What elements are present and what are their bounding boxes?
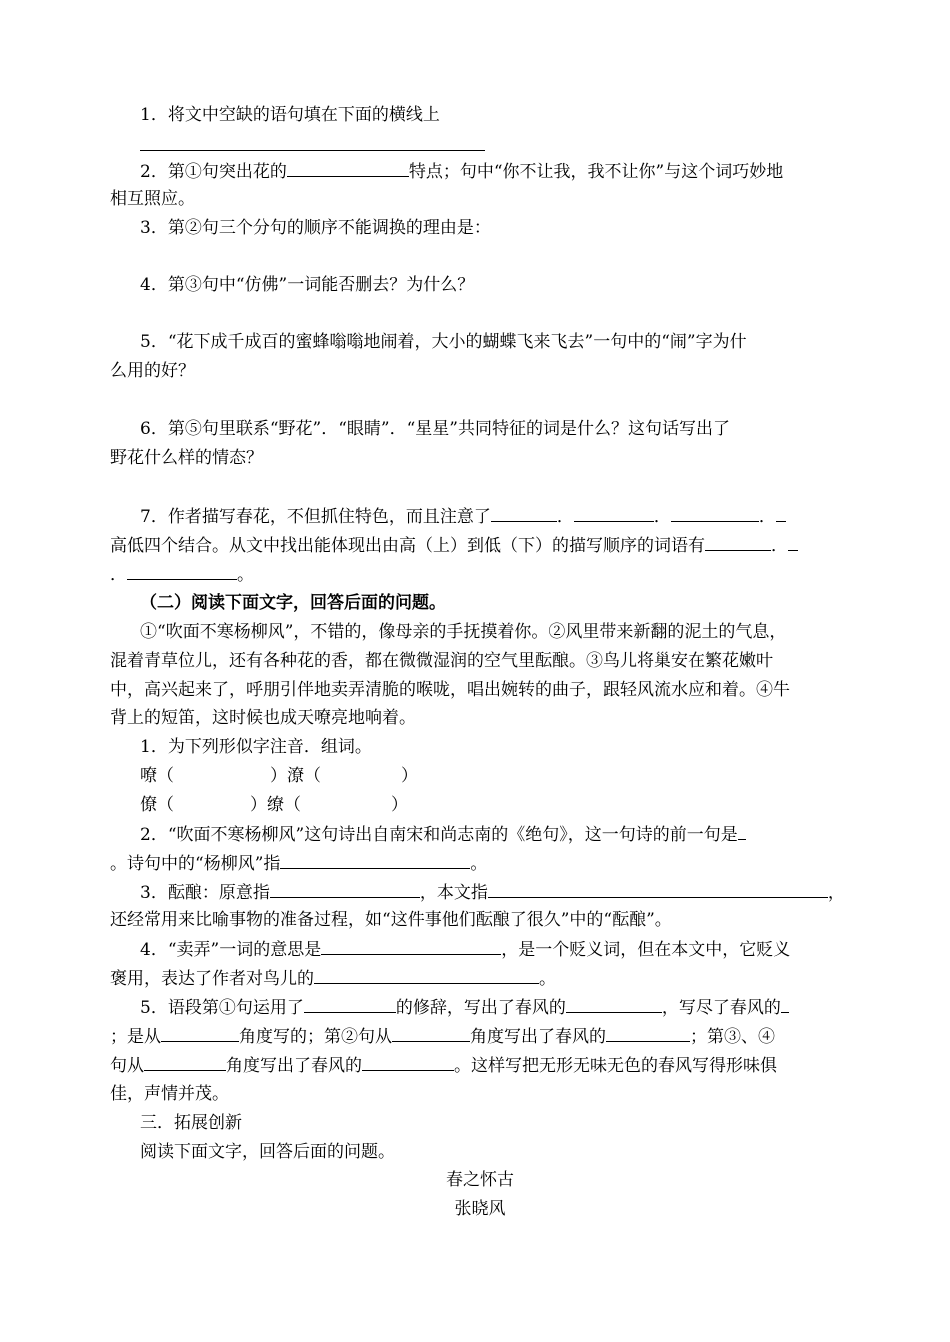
answer-blank[interactable] — [671, 505, 759, 522]
q1-answer-line — [140, 150, 485, 151]
section-3-instruction: 阅读下面文字，回答后面的问题。 — [140, 1142, 395, 1162]
p2-q4-line-2: 褒用，表达了作者对鸟儿的 。 — [110, 969, 556, 989]
section-3-heading: 三．拓展创新 — [140, 1113, 242, 1133]
answer-blank[interactable] — [161, 1025, 239, 1042]
answer-blank[interactable] — [491, 505, 557, 522]
answer-blank[interactable] — [705, 534, 771, 551]
answer-blank[interactable] — [270, 881, 420, 898]
answer-blank[interactable] — [392, 1025, 470, 1042]
q2-line-1: 2．第①句突出花的 特点；句中“你不让我，我不让你”与这个词巧妙地 — [140, 162, 784, 182]
answer-blank[interactable] — [781, 996, 789, 1013]
passage-line-3: 中，高兴起来了，呼朋引伴地卖弄清脆的喉咙，唱出婉转的曲子，跟轻风流水应和着。④牛 — [110, 680, 790, 700]
p2-q5-line-4: 佳，声情并茂。 — [110, 1084, 229, 1104]
passage-line-2: 混着青草位儿，还有各种花的香，都在微微湿润的空气里酝酿。③鸟儿将巢安在繁花嫩叶 — [110, 651, 773, 671]
section-2-heading: （二）阅读下面文字，回答后面的问题。 — [140, 593, 446, 613]
article-author: 张晓风 — [454, 1199, 506, 1219]
answer-blank[interactable] — [566, 996, 662, 1013]
answer-blank[interactable] — [321, 938, 501, 955]
answer-blank[interactable] — [574, 505, 654, 522]
answer-blank[interactable] — [738, 823, 746, 840]
q6-line-1: 6．第⑤句里联系“野花”．“眼睛”．“星星”共同特征的词是什么？这句话写出了 — [140, 419, 730, 439]
answer-blank[interactable] — [144, 1054, 226, 1071]
answer-blank[interactable] — [776, 505, 786, 522]
q7-line-1: 7．作者描写春花，不但抓住特色，而且注意了 ． ． ． — [110, 505, 850, 528]
answer-blank[interactable] — [606, 1025, 690, 1042]
passage-line-4: 背上的短笛，这时候也成天嘹亮地响着。 — [110, 708, 416, 728]
p2-q5-line-3: 句从 角度写出了春风的 。这样写把无形无味无色的春风写得形味俱 — [110, 1056, 777, 1076]
answer-blank[interactable] — [488, 881, 828, 898]
passage-line-1: ①“吹面不寒杨柳风”，不错的，像母亲的手抚摸着你。②风里带来新翻的泥土的气息， — [140, 622, 787, 642]
answer-blank[interactable] — [127, 563, 237, 580]
q5-line-1: 5．“花下成千成百的蜜蜂嗡嗡地闹着，大小的蝴蝶飞来飞去”一句中的“闹”字为什 — [140, 332, 747, 352]
p2-q5-line-1: 5．语段第①句运用了 的修辞，写出了春风的 ，写尽了春风的 — [110, 996, 850, 1019]
answer-blank[interactable] — [280, 852, 470, 869]
article-title: 春之怀古 — [446, 1170, 514, 1190]
q5-line-2: 么用的好？ — [110, 361, 195, 381]
p2-q1-text: 1．为下列形似字注音．组词。 — [140, 737, 372, 757]
q7-line-3: ． 。 — [110, 565, 254, 585]
p2-q5-line-2: ；是从 角度写的；第②句从 角度写出了春风的 ；第③、④ — [110, 1027, 775, 1047]
char-row-1: 嘹（ ）潦（ ） — [140, 766, 418, 786]
q7-line-2: 高低四个结合。从文中找出能体现出由高（上）到低（下）的描写顺序的词语有 ． — [110, 534, 850, 557]
q3-text: 3．第②句三个分句的顺序不能调换的理由是： — [140, 218, 491, 238]
q1-text: 1．将文中空缺的语句填在下面的横线上 — [140, 105, 440, 125]
p2-q4-line-1: 4．“卖弄”一词的意思是 ，是一个贬义词，但在本文中，它贬义 — [140, 940, 791, 960]
answer-blank[interactable] — [788, 534, 798, 551]
q4-text: 4．第③句中“仿佛”一词能否删去？为什么？ — [140, 275, 475, 295]
q2-line-2: 相互照应。 — [110, 189, 195, 209]
p2-q3-line-2: 还经常用来比喻事物的准备过程，如“这件事他们酝酿了很久”中的“酝酿”。 — [110, 910, 672, 930]
p2-q2-line-2: 。诗句中的“杨柳风”指 。 — [110, 854, 488, 874]
char-row-2: 僚（ ）缭（ ） — [140, 795, 408, 815]
q6-line-2: 野花什么样的情态？ — [110, 448, 263, 468]
p2-q3-line-1: 3．酝酿：原意指 ，本文指 ， — [140, 883, 845, 903]
answer-blank[interactable] — [287, 160, 409, 177]
answer-blank[interactable] — [314, 967, 539, 984]
p2-q2-line-1: 2．“吹面不寒杨柳风”这句诗出自南宋和尚志南的《绝句》，这一句诗的前一句是 — [110, 823, 850, 846]
answer-blank[interactable] — [362, 1054, 454, 1071]
answer-blank[interactable] — [304, 996, 396, 1013]
